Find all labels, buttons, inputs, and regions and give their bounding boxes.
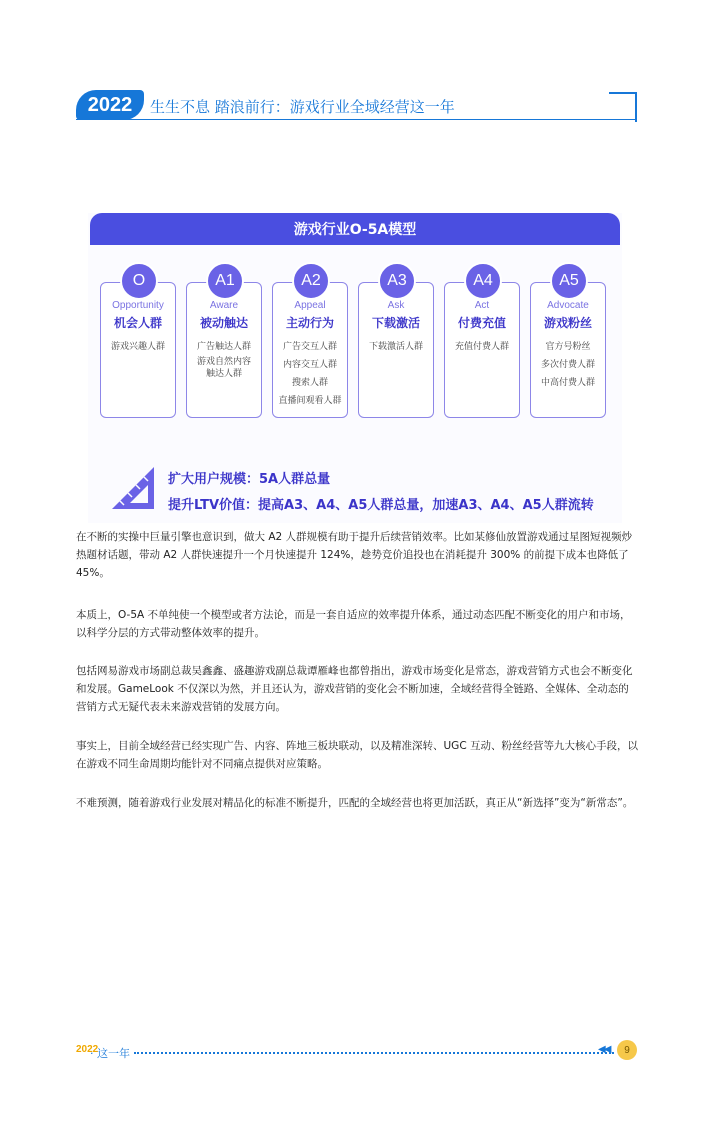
footer-logo: 2022	[76, 1044, 99, 1055]
stage-code: O	[120, 262, 158, 300]
stage-item: 搜索人群	[291, 378, 328, 388]
stage-item: 直播间观看人群	[278, 396, 342, 406]
stage-item: 官方号粉丝	[545, 342, 591, 352]
stage-chinese: 机会人群	[113, 316, 162, 330]
stage-code: A5	[550, 262, 588, 300]
year-badge: 2022	[76, 90, 144, 120]
stage-chinese: 付费充值	[457, 316, 506, 330]
paragraph: 不难预测，随着游戏行业发展对精品化的标准不断提升，匹配的全域经营也将更加活跃，真正从“新选择”变为“新常态”。	[76, 797, 634, 809]
stage-item: 广告触达人群	[196, 342, 251, 352]
ruler-icon	[108, 463, 158, 513]
stage-english: Aware	[209, 300, 239, 311]
footer-label: · 这一年 ·	[90, 1047, 137, 1060]
stage-items	[186, 338, 262, 380]
paragraph: 本质上，O-5A 不单纯使一个模型或者方法论，而是一套自适应的效率提升体系，通过动态匹配不断变化的用户和市场，以科学分层的方式带动整体效率的提升。	[76, 609, 631, 639]
o5a-model-figure	[88, 213, 622, 523]
stage-code: A4	[464, 262, 502, 300]
stage-chinese: 游戏粉丝	[543, 316, 592, 330]
page-number: 9	[617, 1040, 637, 1060]
stage-item: 触达人群	[205, 369, 242, 379]
stage-code: A2	[292, 262, 330, 300]
stage-item: 广告交互人群	[282, 342, 337, 352]
ltv-statement: 提升LTV价值：提高A3、A4、A5人群总量，加速A3、A4、A5人群流转	[168, 498, 594, 513]
stage-chinese: 主动行为	[285, 316, 334, 330]
stage-item: 中高付费人群	[540, 378, 595, 388]
page-footer	[76, 1040, 640, 1064]
scale-statement: 扩大用户规模：5A人群总量	[168, 472, 331, 487]
figure-title: 游戏行业O-5A模型	[90, 213, 620, 245]
stage-code: A1	[206, 262, 244, 300]
paragraph: 事实上，目前全域经营已经实现广告、内容、阵地三板块联动，以及精准深转、UGC 互动、粉丝经营等九大核心手段，以在游戏不同生命周期均能针对不同痛点提供对应策略。	[76, 740, 638, 770]
header-title: 生生不息 踏浪前行：游戏行业全域经营这一年	[150, 98, 455, 116]
stage-items	[272, 338, 348, 410]
stage-items	[358, 338, 434, 356]
stage-english: Opportunity	[112, 300, 164, 311]
stage-item: 内容交互人群	[282, 360, 337, 370]
paragraph: 在不断的实操中巨量引擎也意识到，做大 A2 人群规模有助于提升后续营销效率。比如某修仙放置游戏通过星图短视频炒热题材话题，带动 A2 人群快速提升一个月快速提升 124%，趁势竞价追投也在消耗提升 300% 的前提下成本也降低了 45%。	[76, 531, 633, 579]
stage-code: A3	[378, 262, 416, 300]
paragraph: 包括网易游戏市场副总裁吴鑫鑫、盛趣游戏副总裁谭雁峰也都曾指出，游戏市场变化是常态，游戏营销方式也会不断变化和发展。GameLook 不仅深以为然，并且还认为，游戏营销的变化会不断加速，全域经营得全链路、全媒体、全动态的营销方式无疑代表未来游戏营销的发展方向。	[76, 665, 633, 713]
stage-items	[444, 338, 520, 356]
stage-item: 游戏兴趣人群	[110, 342, 165, 352]
stage-item: 多次付费人群	[540, 360, 595, 370]
stage-chinese: 被动触达	[199, 316, 248, 330]
corner-bracket-icon	[609, 92, 637, 122]
stage-english: Act	[474, 300, 490, 311]
page-header	[0, 88, 710, 128]
stage-english: Ask	[387, 300, 405, 311]
stage-chinese: 下载激活	[371, 316, 420, 330]
double-arrow-left-icon: ◀◀	[598, 1044, 610, 1055]
stage-english: Advocate	[547, 300, 589, 311]
stage-item: 充值付费人群	[454, 342, 509, 352]
header-divider	[76, 119, 636, 120]
stage-items	[100, 338, 176, 356]
stage-item: 游戏自然内容	[196, 357, 251, 367]
stage-items	[530, 338, 606, 392]
stage-item: 下载激活人群	[368, 342, 423, 352]
stage-english: Appeal	[294, 300, 326, 311]
footer-dotted-line	[134, 1052, 614, 1054]
